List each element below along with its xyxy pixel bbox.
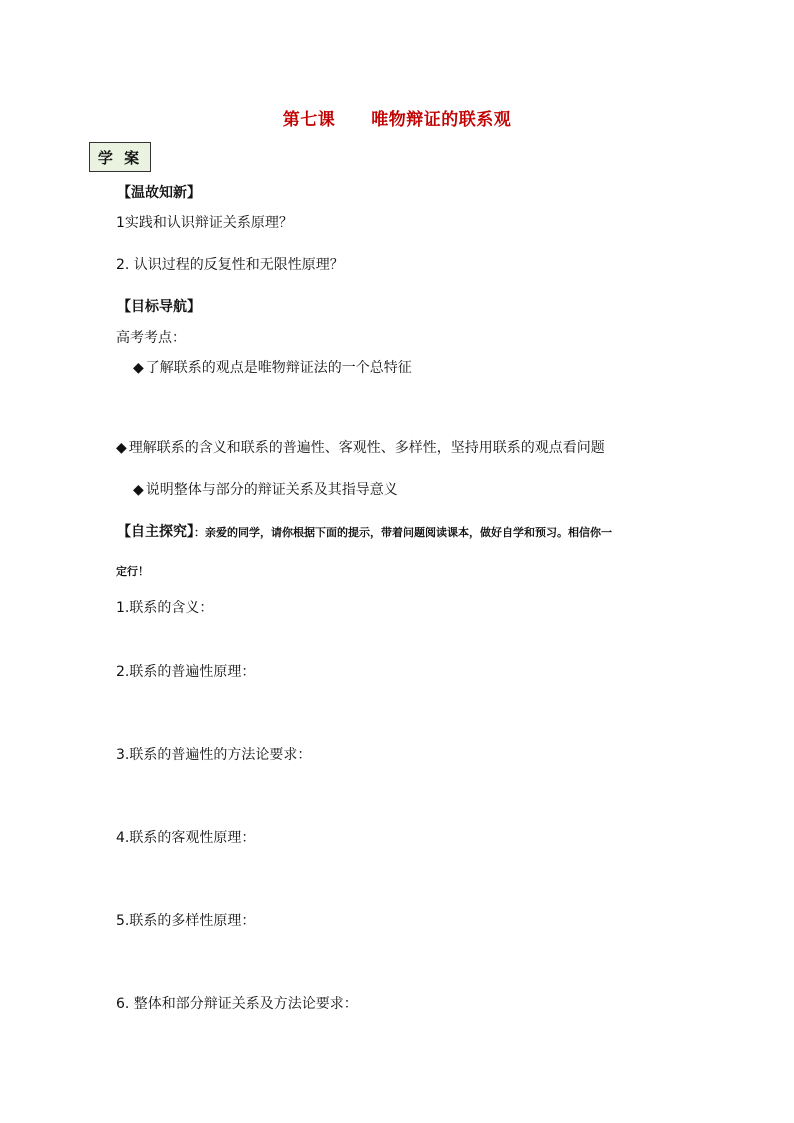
goal-point-2: ◆ 理解联系的含义和联系的普遍性、客观性、多样性，坚持用联系的观点看问题 xyxy=(116,440,605,456)
explore-heading: 【自主探究】 xyxy=(117,524,194,540)
goal-point-1: ◆ 了解联系的观点是唯物辩证法的一个总特征 xyxy=(133,360,412,376)
question-1: 1.联系的含义： xyxy=(116,600,214,616)
review-item-2: 2. 认识过程的反复性和无限性原理？ xyxy=(116,257,344,273)
goals-heading: 【目标导航】 xyxy=(117,299,201,315)
question-2: 2.联系的普遍性原理： xyxy=(116,664,256,680)
diamond-bullet-icon: ◆ xyxy=(133,360,144,376)
diamond-bullet-icon: ◆ xyxy=(116,440,127,456)
goal-point-3: ◆ 说明整体与部分的辩证关系及其指导意义 xyxy=(133,482,398,498)
lesson-number: 第七课 xyxy=(282,110,336,130)
lesson-topic: 唯物辩证的联系观 xyxy=(371,110,512,130)
diamond-bullet-icon: ◆ xyxy=(133,482,144,498)
study-plan-label: 学 案 xyxy=(89,142,151,172)
explore-intro-text: ：亲爱的同学，请你根据下面的提示，带着问题阅读课本，做好自学和预习。相信你一 xyxy=(194,526,612,539)
question-6: 6. 整体和部分辩证关系及方法论要求： xyxy=(116,996,358,1012)
review-heading: 【温故知新】 xyxy=(117,185,201,201)
question-5: 5.联系的多样性原理： xyxy=(116,913,256,929)
explore-intro xyxy=(117,522,612,543)
exam-points-label: 高考考点： xyxy=(116,330,186,346)
lesson-title xyxy=(0,105,794,130)
question-3: 3.联系的普遍性的方法论要求： xyxy=(116,747,312,763)
explore-intro-continued: 定行！ xyxy=(116,565,149,578)
review-item-1: 1实践和认识辩证关系原理？ xyxy=(116,215,293,231)
question-4: 4.联系的客观性原理： xyxy=(116,830,256,846)
